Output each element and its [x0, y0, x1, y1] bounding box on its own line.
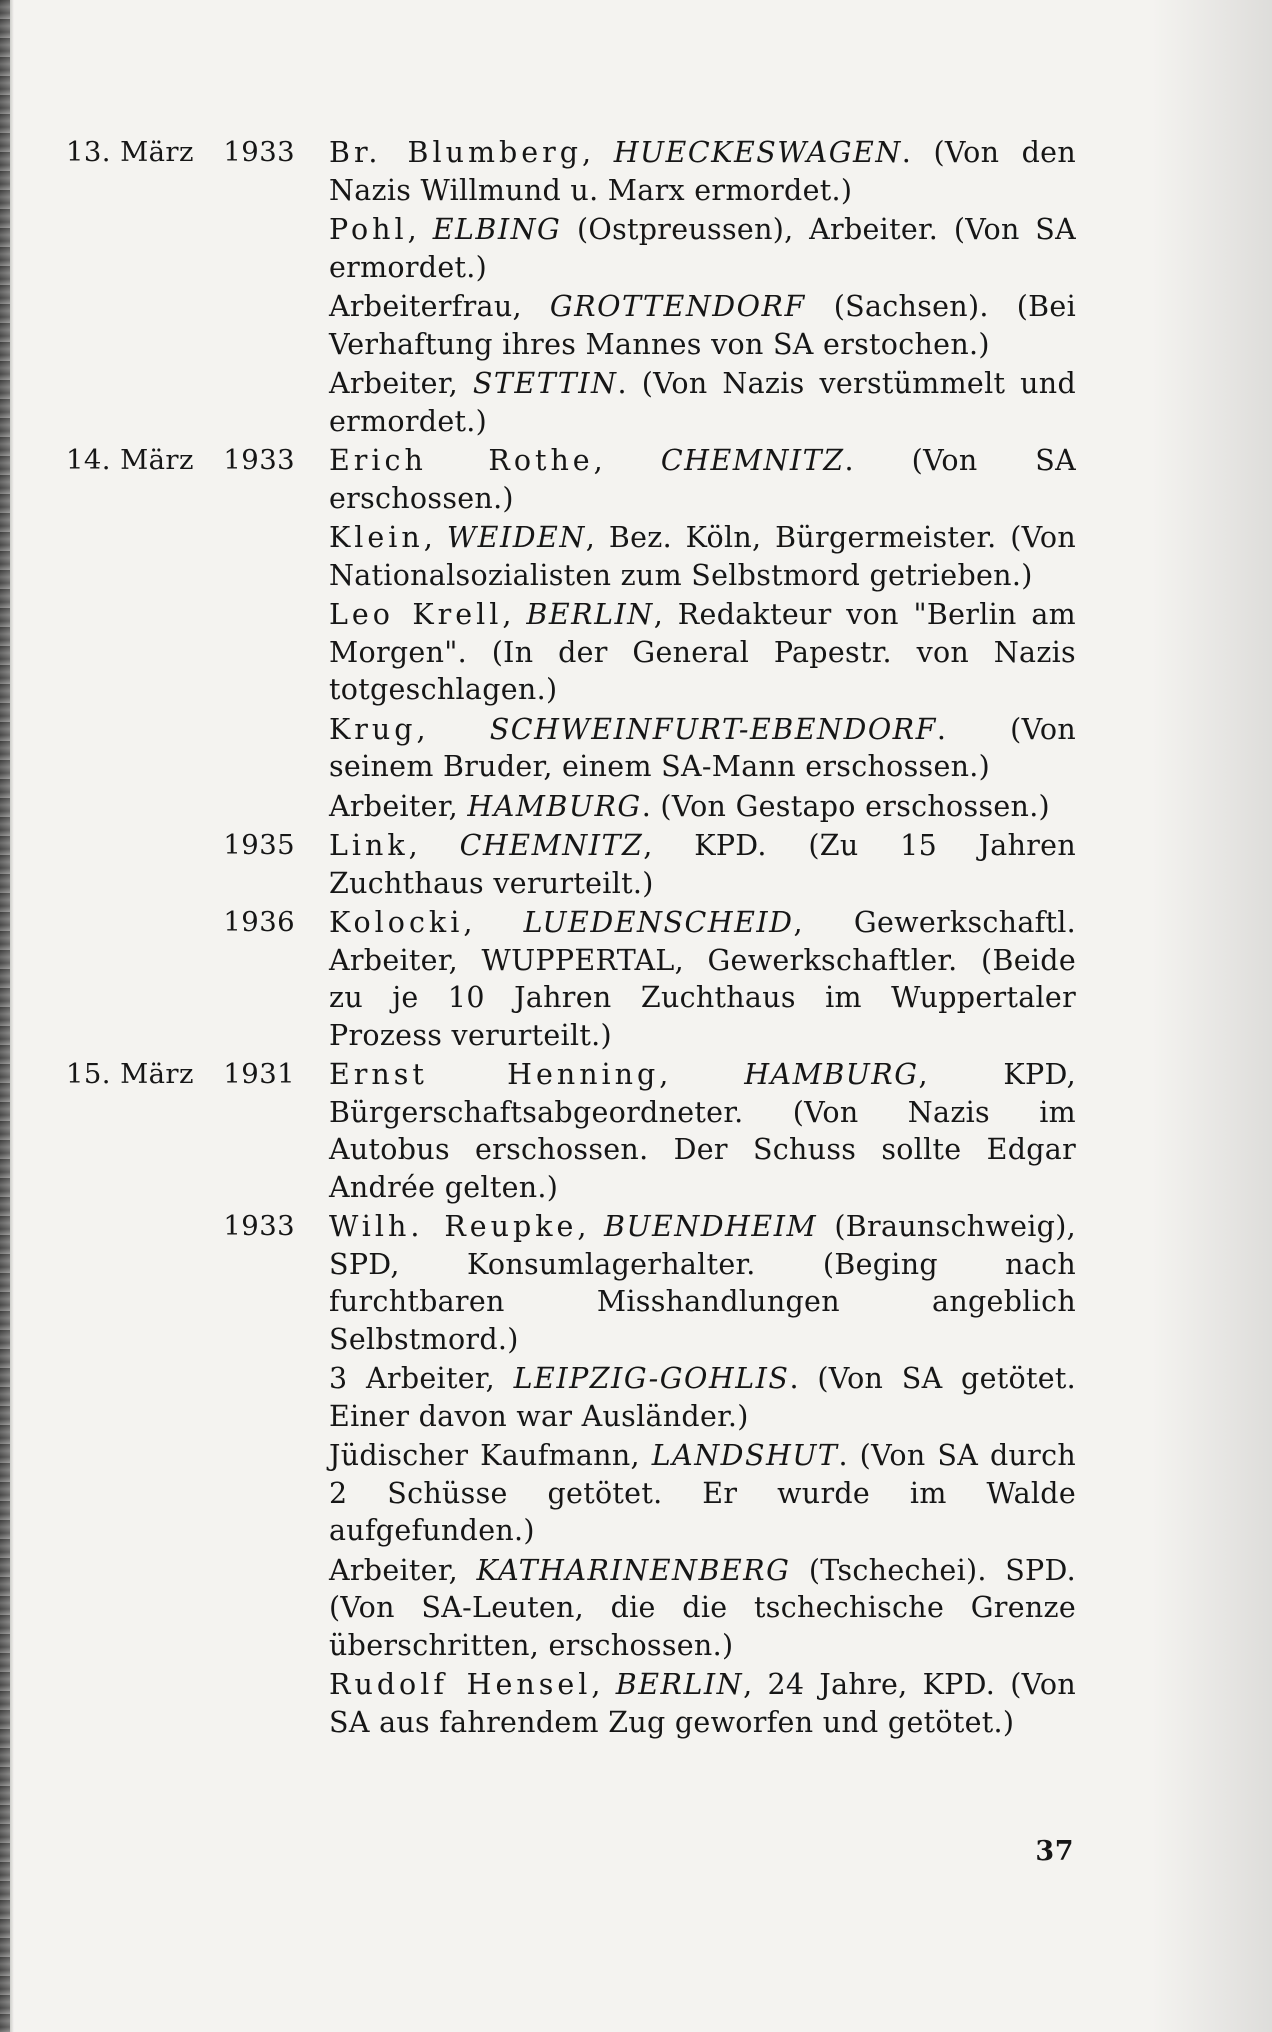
place-name: BERLIN	[526, 598, 654, 631]
entry-text	[329, 1552, 1076, 1665]
entry-text	[329, 711, 1076, 786]
entry-separator: Arbeiter,	[329, 1553, 477, 1587]
entry-text	[329, 442, 1076, 517]
entry-text	[329, 211, 1076, 286]
entry-text	[329, 596, 1076, 709]
entry-separator: ,	[577, 1210, 604, 1243]
entry-year: 1933	[223, 444, 295, 476]
entry-separator: Jüdischer Kaufmann,	[329, 1439, 652, 1472]
entry-separator: ,	[408, 829, 460, 862]
chronology-list	[66, 134, 1076, 1743]
entry-description: , Redakteur von "Berlin am Morgen". (In der General Papestr. von Nazis totgeschlagen.)	[329, 598, 1077, 706]
entry-description: . (Von Gestapo erschossen.)	[641, 789, 1050, 823]
entry-text	[329, 365, 1076, 440]
entry-separator: 3 Arbeiter,	[329, 1362, 514, 1395]
entry-description: (Tschechei). SPD. (Von SA-Leuten, die die tschechische Grenze überschritten, erschossen.)	[329, 1553, 1076, 1662]
place-name: STETTIN	[472, 367, 618, 400]
entry-day: 14. März	[66, 444, 194, 476]
place-name: HAMBURG	[467, 789, 642, 823]
chronology-entry	[66, 827, 1076, 902]
chronology-entry	[66, 1056, 1076, 1206]
entry-separator: ,	[591, 1668, 616, 1701]
entry-year: 1936	[223, 906, 295, 938]
entry-description: , KPD. (Zu 15 Jahren Zuchthaus verurteilt.)	[329, 829, 1076, 900]
entry-year: 1933	[223, 136, 295, 168]
entry-separator: ,	[423, 521, 447, 554]
chronology-entry	[66, 788, 1076, 826]
entry-date	[66, 827, 329, 865]
victim-name: Br. Blumberg	[329, 136, 582, 169]
entry-description: , Gewerkschaftl. Arbeiter, WUPPERTAL, Gewerkschaftler. (Beide zu je 10 Jahren Zuchthaus im Wuppertaler Prozess verurteilt.)	[329, 906, 1076, 1052]
place-name: LUEDENSCHEID	[523, 906, 794, 939]
place-name: BERLIN	[615, 1668, 744, 1701]
place-name: LEIPZIG-GOHLIS	[513, 1362, 790, 1395]
victim-name: Wilh. Reupke	[329, 1210, 578, 1243]
place-name: CHEMNITZ	[459, 829, 644, 862]
victim-name: Krug	[329, 712, 417, 746]
chronology-entry	[66, 134, 1076, 209]
page-edge-shadow	[0, 0, 10, 2032]
entry-separator: ,	[581, 136, 614, 169]
entry-description: , 24 Jahre, KPD. (Von SA aus fahrendem Zug geworfen und getötet.)	[329, 1668, 1077, 1739]
entry-description: . (Von SA durch 2 Schüsse getötet. Er wurde im Walde aufgefunden.)	[329, 1439, 1077, 1547]
chronology-entry	[66, 211, 1076, 286]
entry-date	[66, 904, 329, 942]
entry-text	[329, 134, 1076, 209]
entry-text	[329, 904, 1076, 1054]
chronology-entry	[66, 365, 1076, 440]
entry-text	[329, 1208, 1076, 1358]
page-number: 37	[1035, 1836, 1074, 1867]
entry-text	[329, 1360, 1076, 1435]
place-name: WEIDEN	[446, 521, 586, 554]
entry-text	[329, 788, 1076, 826]
entry-description: . (Von Nazis verstümmelt und ermordet.)	[329, 367, 1076, 438]
chronology-entry	[66, 1552, 1076, 1665]
victim-name: Rudolf Hensel	[329, 1668, 592, 1701]
entry-separator: ,	[407, 213, 433, 246]
place-name: SCHWEINFURT-EBENDORF	[489, 712, 937, 746]
chronology-entry	[66, 519, 1076, 594]
entry-description: , KPD, Bürgerschaftsabgeordneter. (Von Nazis im Autobus erschossen. Der Schuss sollte Edgar Andrée gelten.)	[329, 1058, 1076, 1204]
place-name: HUECKESWAGEN	[613, 136, 902, 169]
chronology-entry	[66, 1360, 1076, 1435]
entry-description: . (Von seinem Bruder, einem SA-Mann erschossen.)	[329, 712, 1076, 783]
chronology-entry	[66, 288, 1076, 363]
entry-separator: ,	[593, 444, 661, 477]
entry-description: (Braunschweig), SPD, Konsumlagerhalter. (Beging nach furchtbaren Misshandlungen angeblich Selbstmord.)	[329, 1210, 1076, 1356]
entry-year: 1935	[223, 829, 295, 861]
entry-text	[329, 827, 1076, 902]
victim-name: Pohl	[329, 213, 408, 246]
entry-text	[329, 1437, 1076, 1550]
chronology-entry	[66, 442, 1076, 517]
chronology-entry	[66, 596, 1076, 709]
place-name: BUENDHEIM	[604, 1210, 818, 1243]
entry-day: 13. März	[66, 136, 194, 168]
entry-year: 1933	[223, 1210, 295, 1242]
entry-separator: ,	[659, 1058, 745, 1091]
entry-text	[329, 519, 1076, 594]
place-name: CHEMNITZ	[660, 444, 845, 477]
entry-description: . (Von den Nazis Willmund u. Marx ermordet.)	[329, 136, 1076, 207]
entry-text	[329, 288, 1076, 363]
chronology-entry	[66, 1437, 1076, 1550]
entry-separator: Arbeiterfrau,	[329, 290, 550, 323]
entry-text	[329, 1056, 1076, 1206]
victim-name: Ernst Henning	[329, 1058, 660, 1091]
entry-separator: Arbeiter,	[329, 789, 468, 823]
victim-name: Erich Rothe	[329, 444, 594, 477]
entry-date	[66, 134, 329, 172]
entry-description: . (Von SA getötet. Einer davon war Ausländer.)	[329, 1362, 1076, 1433]
victim-name: Kolocki	[329, 906, 464, 939]
place-name: ELBING	[432, 213, 562, 246]
entry-text	[329, 1666, 1076, 1741]
chronology-entry	[66, 711, 1076, 786]
place-name: KATHARINENBERG	[476, 1553, 791, 1587]
victim-name: Klein	[329, 521, 424, 554]
victim-name: Link	[329, 829, 409, 862]
place-name: GROTTENDORF	[549, 290, 806, 323]
entry-description: . (Von SA erschossen.)	[329, 444, 1076, 515]
entry-date	[66, 442, 329, 480]
chronology-entry	[66, 1208, 1076, 1358]
place-name: HAMBURG	[744, 1058, 919, 1091]
entry-description: (Ostpreussen), Arbeiter. (Von SA ermordet.)	[329, 213, 1076, 284]
victim-name: Leo Krell	[329, 598, 503, 631]
entry-separator: ,	[416, 712, 490, 746]
entry-day: 15. März	[66, 1058, 194, 1090]
entry-separator: Arbeiter,	[329, 367, 473, 400]
entry-description: (Sachsen). (Bei Verhaftung ihres Mannes von SA erstochen.)	[329, 290, 1076, 361]
entry-date	[66, 1056, 329, 1094]
place-name: LANDSHUT	[651, 1439, 839, 1472]
entry-separator: ,	[502, 598, 527, 631]
chronology-entry	[66, 904, 1076, 1054]
entry-description: , Bez. Köln, Bürgermeister. (Von Nationalsozialisten zum Selbstmord getrieben.)	[329, 521, 1076, 592]
entry-separator: ,	[463, 906, 524, 939]
chronology-entry	[66, 1666, 1076, 1741]
entry-date	[66, 1208, 329, 1246]
entry-year: 1931	[223, 1058, 295, 1090]
